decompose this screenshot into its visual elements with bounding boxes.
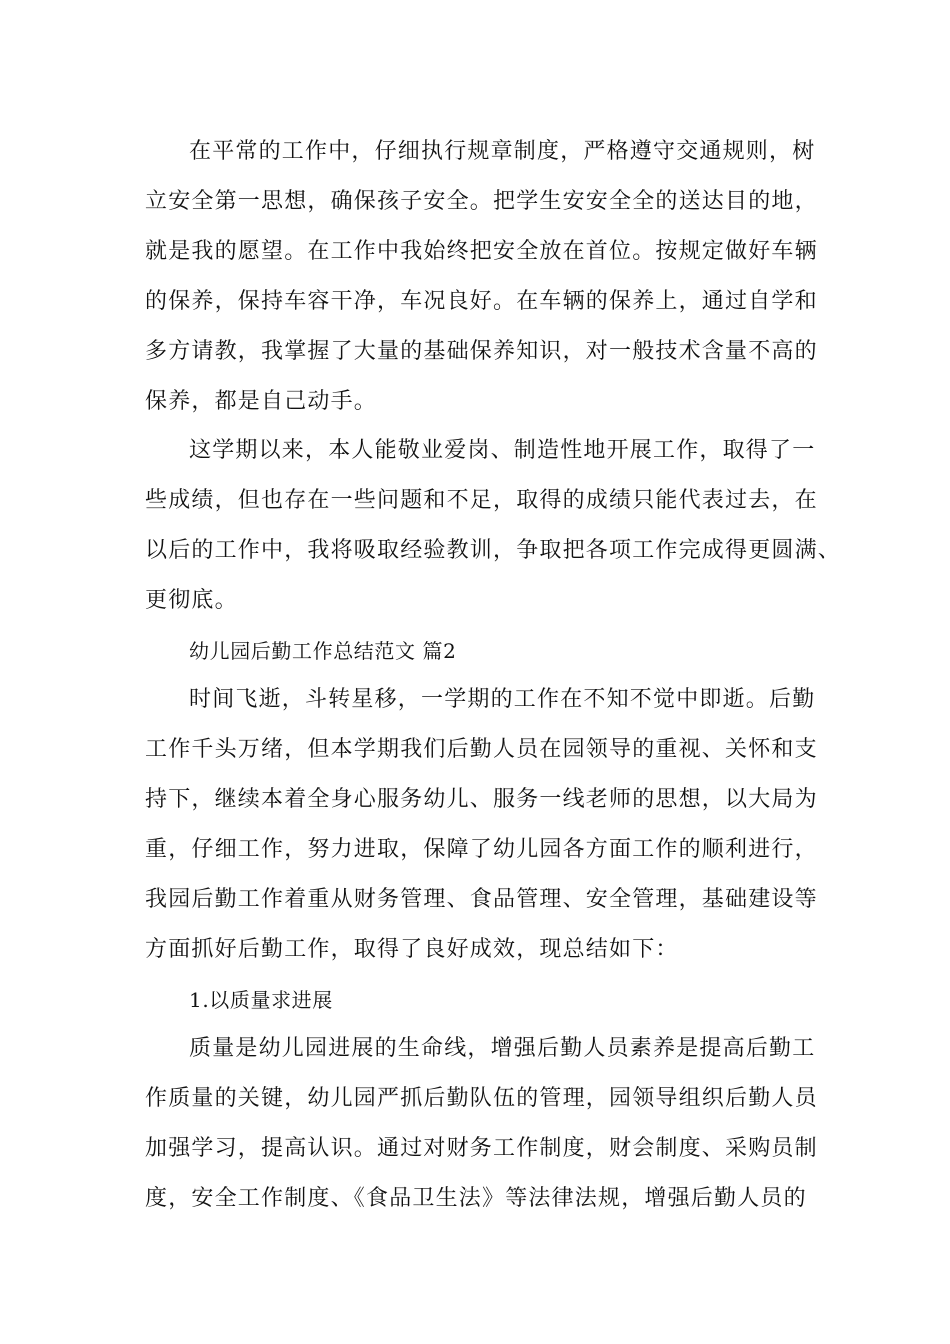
paragraph-2-line-2: 些成绩，但也存在一些问题和不足，取得的成绩只能代表过去，在 <box>145 488 818 513</box>
paragraph-3-line-6: 方面抓好后勤工作，取得了良好成效，现总结如下： <box>145 937 679 962</box>
paragraph-1-line-6: 保养，都是自己动手。 <box>145 389 378 414</box>
paragraph-1-line-3: 就是我的愿望。在工作中我始终把安全放在首位。按规定做好车辆 <box>145 239 818 264</box>
paragraph-1-line-4: 的保养，保持车容干净，车况良好。在车辆的保养上，通过自学和 <box>145 289 818 314</box>
paragraph-3-line-1: 时间飞逝，斗转星移，一学期的工作在不知不觉中即逝。后勤 <box>189 687 816 712</box>
subheading: 1.以质量求进展 <box>189 988 333 1012</box>
paragraph-2-line-4: 更彻底。 <box>145 588 238 613</box>
paragraph-3-line-5: 我园后勤工作着重从财务管理、食品管理、安全管理，基础建设等 <box>145 887 818 912</box>
paragraph-4-line-3: 加强学习，提高认识。通过对财务工作制度，财会制度、采购员制 <box>145 1136 818 1161</box>
paragraph-4-line-1: 质量是幼儿园进展的生命线，增强后勤人员素养是提高后勤工 <box>189 1036 816 1061</box>
paragraph-1-line-2: 立安全第一思想，确保孩子安全。把学生安安全全的送达目的地， <box>145 189 818 214</box>
paragraph-4-line-2: 作质量的关键，幼儿园严抓后勤队伍的管理，园领导组织后勤人员 <box>145 1086 818 1111</box>
section-title: 幼儿园后勤工作总结范文 篇2 <box>189 639 457 663</box>
paragraph-2-line-1: 这学期以来，本人能敬业爱岗、制造性地开展工作，取得了一 <box>189 438 816 463</box>
paragraph-3-line-3: 持下，继续本着全身心服务幼儿、服务一线老师的思想，以大局为 <box>145 787 818 812</box>
paragraph-2-line-3: 以后的工作中，我将吸取经验教训，争取把各项工作完成得更圆满、 <box>145 538 842 563</box>
paragraph-3-line-4: 重，仔细工作，努力进取，保障了幼儿园各方面工作的顺利进行， <box>145 837 818 862</box>
paragraph-1-line-5: 多方请教，我掌握了大量的基础保养知识，对一般技术含量不高的 <box>145 339 818 364</box>
paragraph-1-line-1: 在平常的工作中，仔细执行规章制度，严格遵守交通规则，树 <box>189 139 816 164</box>
paragraph-3-line-2: 工作千头万绪，但本学期我们后勤人员在园领导的重视、关怀和支 <box>145 737 818 762</box>
paragraph-4-line-4: 度，安全工作制度、《食品卫生法》等法律法规，增强后勤人员的 <box>145 1186 807 1211</box>
